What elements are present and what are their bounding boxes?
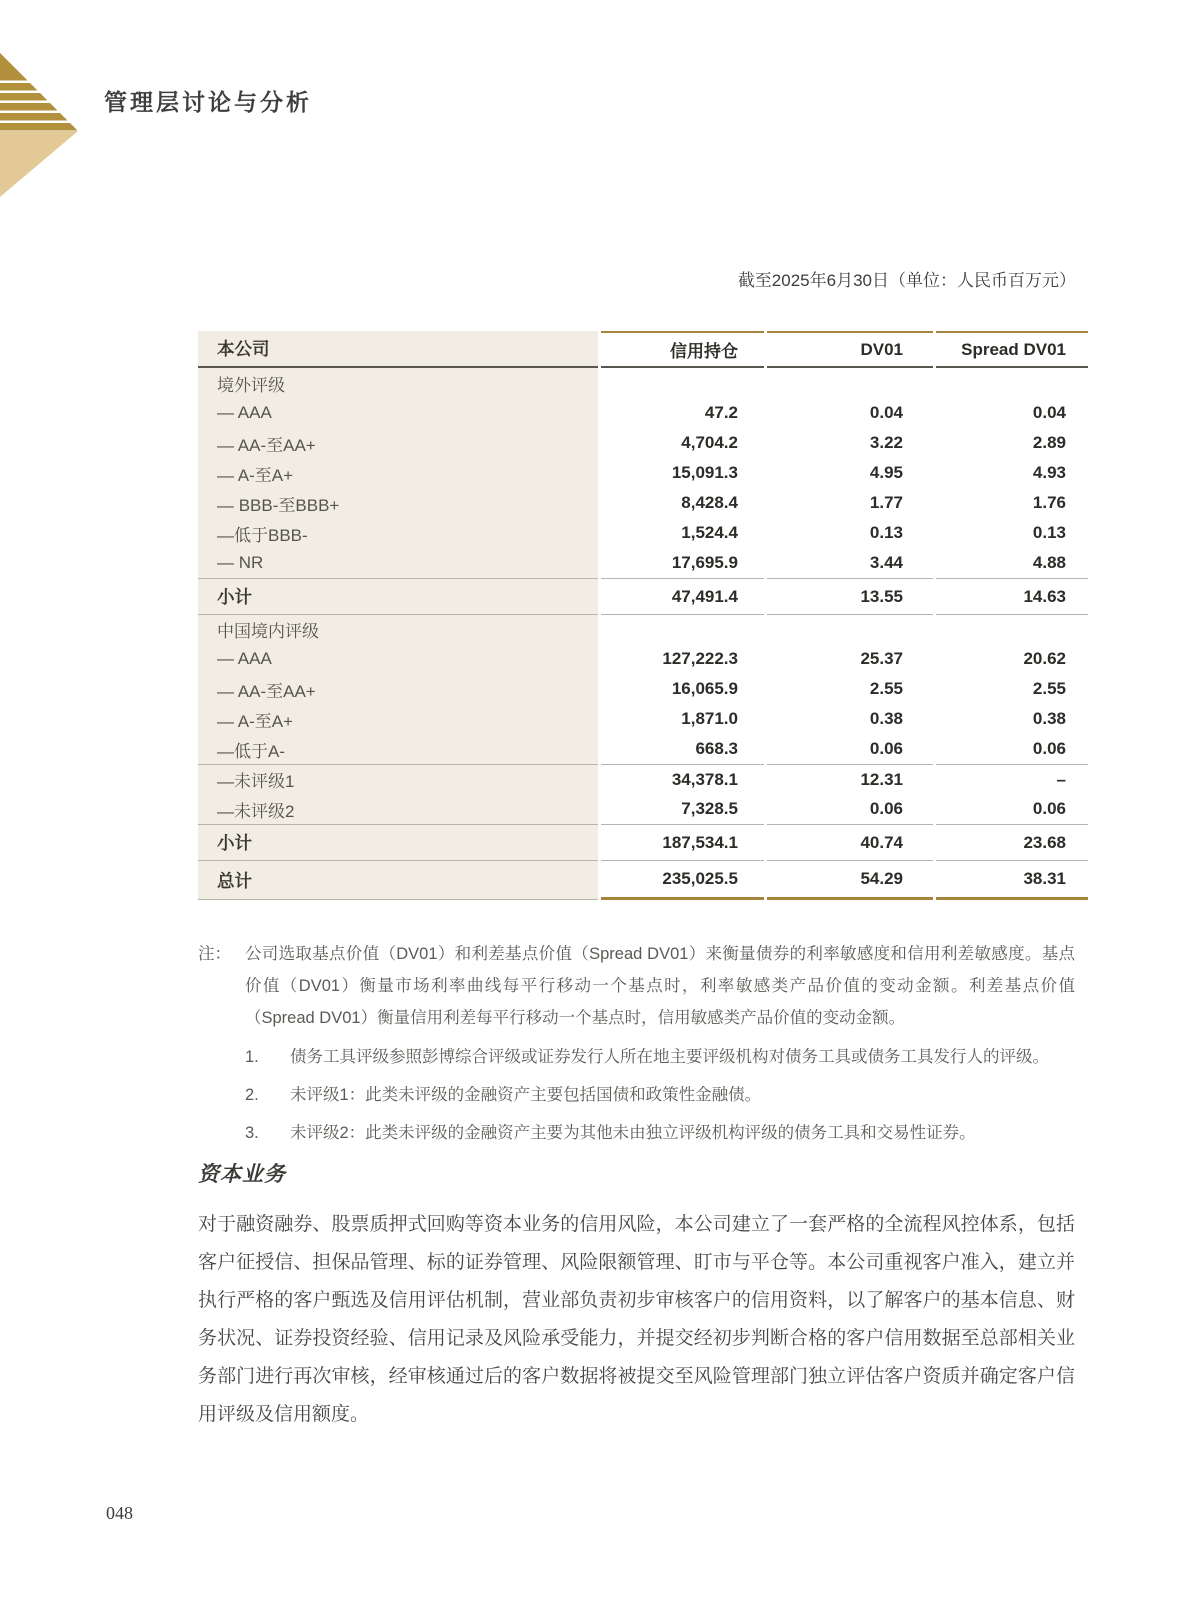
page-title: 管理层讨论与分析 <box>104 90 312 115</box>
table-header-row <box>198 331 1088 368</box>
cell-dv01: 3.22 <box>869 433 903 452</box>
note-item <box>245 1042 1075 1072</box>
cell-credit-position: 8,428.4 <box>681 493 738 512</box>
cell-spread-dv01: 0.38 <box>1032 709 1066 728</box>
note-item-text: 债务工具评级参照彭博综合评级或证券发行人所在地主要评级机构对债务工具或债务工具发行人的评级。 <box>290 1048 1049 1066</box>
table-row-unrated2 <box>198 794 1088 824</box>
cell-dv01: 1.77 <box>869 493 903 512</box>
cell-spread-dv01: 23.68 <box>936 824 1088 860</box>
table-row-group-offshore <box>198 368 1088 398</box>
cell-credit-position: 1,524.4 <box>681 523 738 542</box>
table-row <box>198 644 1088 674</box>
cell-spread-dv01: 4.88 <box>1032 553 1066 572</box>
cell-credit-position: 34,378.1 <box>601 764 764 794</box>
row-label: —低于BBB- <box>198 518 598 548</box>
note-item-number: 3. <box>245 1124 259 1142</box>
cell-credit-position: 1,871.0 <box>681 709 738 728</box>
cell-credit-position: 15,091.3 <box>671 463 738 482</box>
row-label: — AA-至AA+ <box>198 674 598 704</box>
column-header-credit-position: 信用持仓 <box>601 331 764 368</box>
row-label: — AAA <box>198 398 598 428</box>
column-header-dv01: DV01 <box>767 331 933 368</box>
cell-dv01 <box>767 614 933 644</box>
table-row <box>198 458 1088 488</box>
column-header-company: 本公司 <box>198 331 598 368</box>
row-label: — AA-至AA+ <box>198 428 598 458</box>
cell-spread-dv01: 38.31 <box>936 860 1088 900</box>
row-label: —未评级1 <box>198 764 598 794</box>
table-row-unrated1 <box>198 764 1088 794</box>
row-label: 总计 <box>198 860 598 900</box>
footnotes-block <box>198 938 1075 1148</box>
row-label: 小计 <box>198 824 598 860</box>
table-row <box>198 428 1088 458</box>
note-item-text: 未评级2：此类未评级的金融资产主要为其他未由独立评级机构评级的债务工具和交易性证券。 <box>290 1124 976 1142</box>
note-item-number: 1. <box>245 1048 259 1066</box>
cell-spread-dv01: 1.76 <box>1032 493 1066 512</box>
table-row <box>198 548 1088 578</box>
note-main <box>198 938 1075 1034</box>
cell-dv01: 54.29 <box>767 860 933 900</box>
note-item <box>245 1118 1075 1148</box>
cell-spread-dv01: 4.93 <box>1032 463 1066 482</box>
cell-dv01: 40.74 <box>767 824 933 860</box>
note-item-text: 未评级1：此类未评级的金融资产主要包括国债和政策性金融债。 <box>290 1086 762 1104</box>
cell-dv01: 3.44 <box>869 553 903 572</box>
cell-dv01: 0.38 <box>869 709 903 728</box>
note-item <box>245 1080 1075 1110</box>
cell-spread-dv01: 0.06 <box>1032 799 1066 818</box>
table-row-group-domestic <box>198 614 1088 644</box>
gold-triangle-logo-icon <box>0 53 78 197</box>
cell-spread-dv01: 0.13 <box>1032 523 1066 542</box>
cell-dv01: 0.06 <box>869 799 903 818</box>
cell-spread-dv01 <box>936 614 1088 644</box>
cell-credit-position <box>601 614 764 644</box>
cell-dv01: 0.13 <box>869 523 903 542</box>
cell-dv01: 2.55 <box>869 679 903 698</box>
page-number: 048 <box>106 1503 133 1523</box>
table-row <box>198 488 1088 518</box>
cell-credit-position: 4,704.2 <box>681 433 738 452</box>
cell-spread-dv01: 20.62 <box>1023 649 1066 668</box>
logo-solid-triangle <box>0 131 78 197</box>
cell-spread-dv01: 2.89 <box>1032 433 1066 452</box>
cell-credit-position: 187,534.1 <box>601 824 764 860</box>
row-label: — AAA <box>198 644 598 674</box>
column-header-spread-dv01: Spread DV01 <box>936 331 1088 368</box>
cell-dv01: 13.55 <box>767 578 933 614</box>
cell-dv01: 12.31 <box>767 764 933 794</box>
table-row-subtotal-domestic <box>198 824 1088 860</box>
row-label: — NR <box>198 548 598 578</box>
cell-credit-position <box>601 368 764 398</box>
cell-credit-position: 16,065.9 <box>671 679 738 698</box>
cell-spread-dv01: – <box>936 764 1088 794</box>
table-row <box>198 398 1088 428</box>
table-row <box>198 734 1088 764</box>
row-label: 中国境内评级 <box>198 614 598 644</box>
cell-spread-dv01: 0.04 <box>1032 403 1066 422</box>
table-row-subtotal-offshore <box>198 578 1088 614</box>
cell-spread-dv01: 2.55 <box>1032 679 1066 698</box>
cell-credit-position: 7,328.5 <box>681 799 738 818</box>
table-row-total <box>198 860 1088 900</box>
cell-credit-position: 17,695.9 <box>671 553 738 572</box>
section-heading-capital-business: 资本业务 <box>198 1162 286 1186</box>
cell-dv01: 4.95 <box>869 463 903 482</box>
row-label: 小计 <box>198 578 598 614</box>
row-label: — A-至A+ <box>198 704 598 734</box>
cell-spread-dv01: 0.06 <box>1032 739 1066 758</box>
table-row <box>198 674 1088 704</box>
cell-spread-dv01 <box>936 368 1088 398</box>
row-label: 境外评级 <box>198 368 598 398</box>
cell-credit-position: 668.3 <box>695 739 738 758</box>
cell-credit-position: 235,025.5 <box>601 860 764 900</box>
row-label: —低于A- <box>198 734 598 764</box>
note-item-number: 2. <box>245 1086 259 1104</box>
cell-credit-position: 47,491.4 <box>601 578 764 614</box>
credit-ratings-table <box>198 331 1088 900</box>
table-caption: 截至2025年6月30日（单位：人民币百万元） <box>737 271 1076 290</box>
note-text: 公司选取基点价值（DV01）和利差基点价值（Spread DV01）来衡量债券的利率敏感度和信用利差敏感度。基点价值（DV01）衡量市场利率曲线每平行移动一个基点时，利率敏感类产品价值的变动金额。利差基点价值（Spread DV01）衡量信用利差每平行移动一个基点时，信用敏感类产品价值的变动金额。 <box>245 945 1075 1027</box>
cell-credit-position: 127,222.3 <box>662 649 738 668</box>
cell-dv01: 0.06 <box>869 739 903 758</box>
logo-striped-triangle <box>0 53 78 131</box>
cell-dv01: 25.37 <box>860 649 903 668</box>
row-label: — BBB-至BBB+ <box>198 488 598 518</box>
section-paragraph: 对于融资融券、股票质押式回购等资本业务的信用风险，本公司建立了一套严格的全流程风控体系，包括客户征授信、担保品管理、标的证券管理、风险限额管理、盯市与平仓等。本公司重视客户准入，建立并执行严格的客户甄选及信用评估机制，营业部负责初步审核客户的信用资料，以了解客户的基本信息、财务状况、证券投资经验、信用记录及风险承受能力，并提交经初步判断合格的客户信用数据至总部相关业务部门进行再次审核，经审核通过后的客户数据将被提交至风险管理部门独立评估客户资质并确定客户信用评级及信用额度。 <box>198 1214 1075 1425</box>
cell-spread-dv01: 14.63 <box>936 578 1088 614</box>
cell-dv01 <box>767 368 933 398</box>
note-label: 注： <box>198 945 231 963</box>
table-row <box>198 518 1088 548</box>
row-label: — A-至A+ <box>198 458 598 488</box>
cell-credit-position: 47.2 <box>704 403 738 422</box>
table-row <box>198 704 1088 734</box>
cell-dv01: 0.04 <box>869 403 903 422</box>
row-label: —未评级2 <box>198 794 598 824</box>
